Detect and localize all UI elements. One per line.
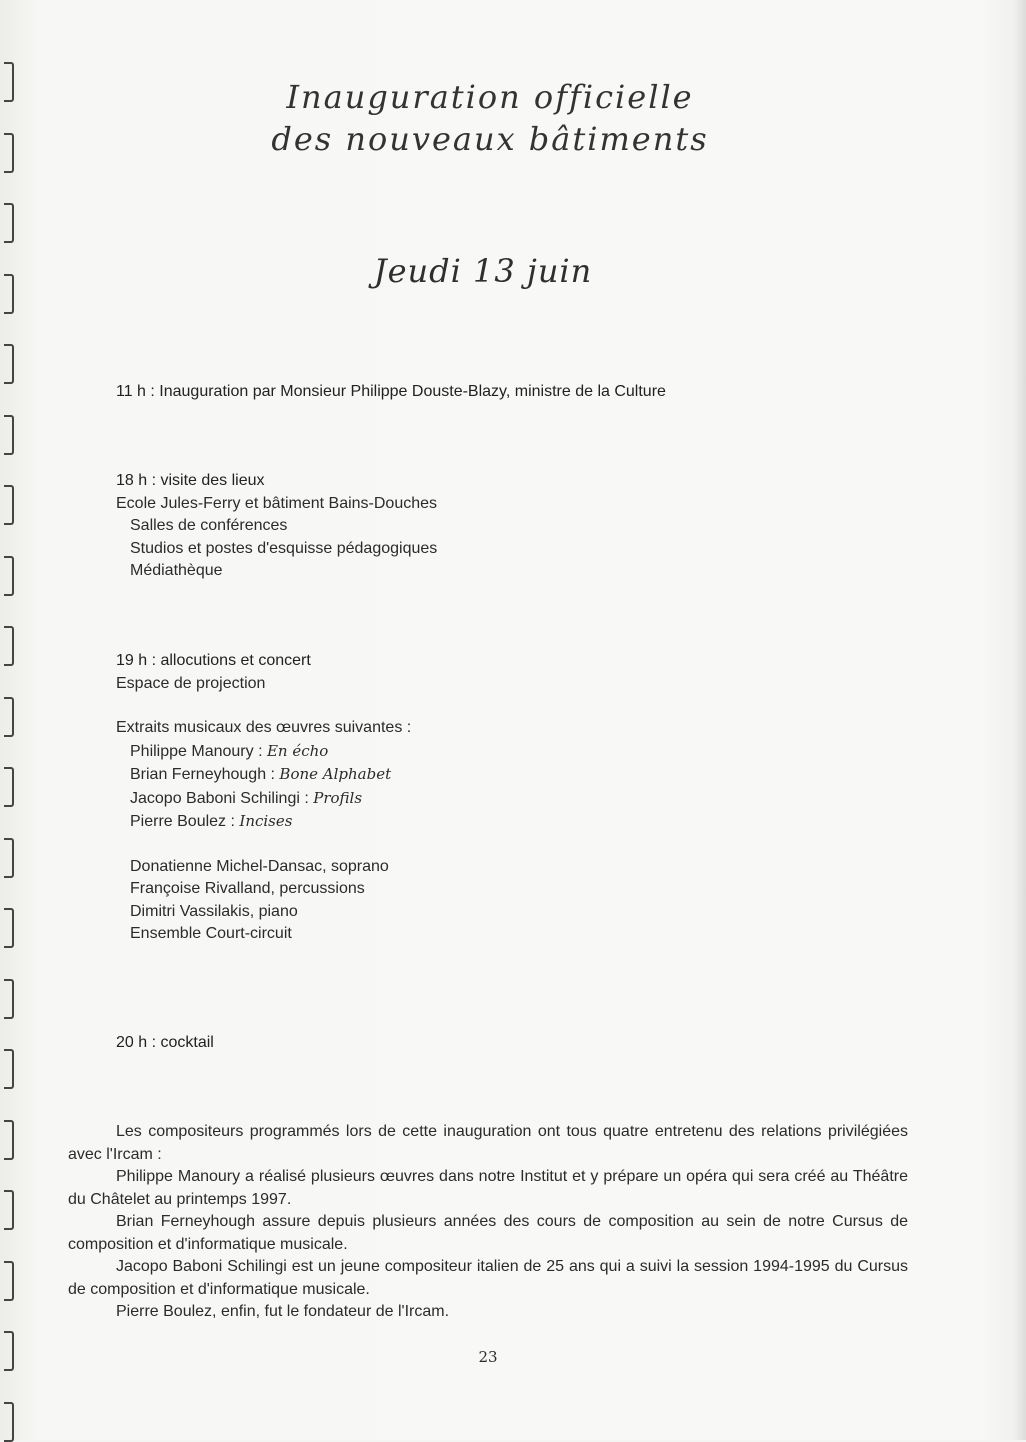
page-title-line-2: des nouveaux bâtiments bbox=[271, 120, 709, 158]
work-composer: Jacopo Baboni Schilingi : bbox=[130, 789, 314, 807]
schedule-item-18h bbox=[116, 470, 437, 583]
binding-ring bbox=[4, 1402, 14, 1442]
work-title: En écho bbox=[266, 741, 329, 760]
performer: Ensemble Court-circuit bbox=[130, 925, 292, 942]
body-paragraph: Les compositeurs programmés lors de cette inauguration ont tous quatre entretenu des relations privilégiées avec l'Ircam : bbox=[68, 1123, 908, 1163]
work-entry bbox=[116, 740, 411, 764]
binding-ring bbox=[4, 1261, 14, 1301]
work-composer: Philippe Manoury : bbox=[130, 742, 267, 760]
event-date: Jeudi 13 juin bbox=[373, 252, 593, 290]
work-composer: Brian Ferneyhough : bbox=[130, 766, 280, 783]
performer: Françoise Rivalland, percussions bbox=[130, 880, 365, 897]
work-entry bbox=[116, 763, 411, 787]
spiral-binding bbox=[0, 0, 26, 1440]
schedule-heading: 19 h : allocutions et concert bbox=[116, 652, 311, 669]
binding-ring bbox=[4, 1120, 14, 1160]
binding-ring bbox=[4, 1049, 14, 1089]
performer: Dimitri Vassilakis, piano bbox=[130, 902, 298, 920]
binding-ring bbox=[4, 626, 14, 666]
binding-ring bbox=[4, 344, 14, 384]
binding-ring bbox=[4, 485, 14, 525]
schedule-line: Studios et postes d'esquisse pédagogiques bbox=[130, 539, 438, 557]
works-intro: Extraits musicaux des œuvres suivantes : bbox=[116, 719, 412, 736]
binding-ring bbox=[4, 203, 14, 243]
schedule-heading: 11 h : Inauguration par Monsieur Philippe Douste-Blazy, ministre de la Culture bbox=[116, 383, 666, 400]
work-title: Profils bbox=[313, 788, 363, 807]
body-paragraph: Philippe Manoury a réalisé plusieurs œuvres dans notre Institut et y prépare un opéra qui sera créé au Théâtre du Châtelet au printemps 1997. bbox=[68, 1168, 908, 1208]
schedule-line: Espace de projection bbox=[116, 674, 266, 692]
binding-ring bbox=[4, 415, 14, 455]
binding-ring bbox=[4, 556, 14, 596]
schedule-item-11h bbox=[116, 381, 666, 404]
page-number: 23 bbox=[478, 1348, 498, 1366]
binding-ring bbox=[4, 908, 14, 948]
body-paragraph: Jacopo Baboni Schilingi est un jeune compositeur italien de 25 ans qui a suivi la session 1994-1995 du Cursus de composition et d'informatique musicale. bbox=[68, 1258, 908, 1298]
page-edge-shadow bbox=[1014, 0, 1026, 1440]
binding-ring bbox=[4, 979, 14, 1019]
performer: Donatienne Michel-Dansac, soprano bbox=[130, 857, 389, 875]
schedule-line: Médiathèque bbox=[130, 562, 223, 579]
body-paragraph: Pierre Boulez, enfin, fut le fondateur de l'Ircam. bbox=[116, 1303, 450, 1320]
schedule-heading: 18 h : visite des lieux bbox=[116, 472, 265, 489]
work-title: Incises bbox=[239, 812, 293, 830]
binding-ring bbox=[4, 1190, 14, 1230]
schedule-item-19h bbox=[116, 650, 411, 946]
binding-ring bbox=[4, 838, 14, 878]
schedule-line: Salles de conférences bbox=[130, 517, 288, 534]
work-entry bbox=[116, 787, 411, 811]
page-title-line-1: Inauguration officielle bbox=[286, 78, 694, 116]
binding-ring bbox=[4, 697, 14, 737]
binding-ring bbox=[4, 767, 14, 807]
schedule-heading: 20 h : cocktail bbox=[116, 1034, 214, 1051]
work-composer: Pierre Boulez : bbox=[130, 813, 240, 830]
composers-paragraph bbox=[68, 1121, 908, 1324]
work-entry bbox=[116, 810, 411, 834]
schedule-line: Ecole Jules-Ferry et bâtiment Bains-Douches bbox=[116, 494, 438, 512]
body-paragraph: Brian Ferneyhough assure depuis plusieurs années des cours de composition au sein de notre Cursus de composition et d'informatique musicale. bbox=[68, 1213, 908, 1253]
schedule-item-20h bbox=[116, 1032, 214, 1055]
work-title: Bone Alphabet bbox=[279, 765, 392, 783]
